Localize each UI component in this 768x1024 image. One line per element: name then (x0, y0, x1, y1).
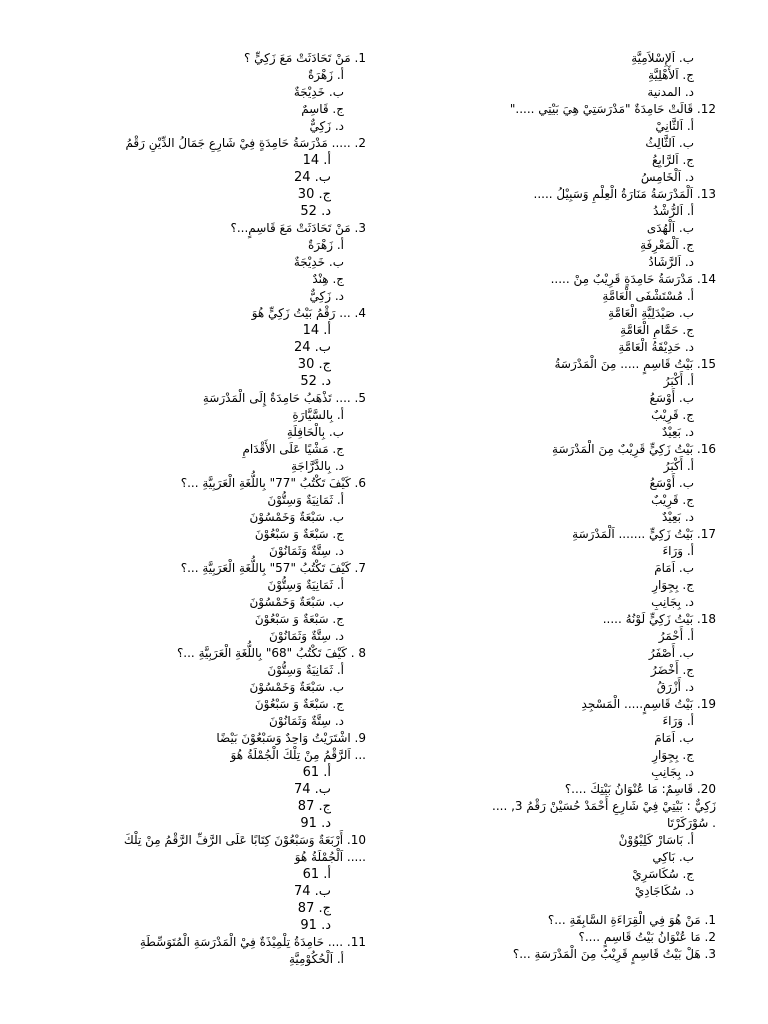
answer-option: أ. 14 (302, 323, 331, 338)
spacer (376, 900, 716, 912)
answer-option: ج. 30 (297, 187, 331, 202)
answer-option: ب. 74 (293, 884, 331, 899)
answer-option: ج. سَبْعَةٌ وَ سَبْعُوْنَ (254, 527, 344, 541)
answer-option: ب. بَاكِي (652, 850, 694, 864)
answer-option: د. سِتَّةٌ وَثَمَانُوْنَ (269, 544, 344, 558)
answer-option: ج. قَرِيْبٌ (651, 408, 694, 422)
question-text: 2. مَا عُنْوَانُ بَيْتُ قَاسِمٍ ....؟ (578, 930, 716, 944)
answer-option: ب. صَيْدَلِيَّةِ الْعَامَّةِ (608, 306, 694, 320)
answer-option: ج. 30 (297, 357, 331, 372)
question-text: 15. بَيْتُ قَاسِمٍ ..... مِنَ الْمَدْرَسَةُ (554, 357, 716, 371)
answer-option: أ. أَحْمَرُ (658, 629, 694, 643)
question-text: 3. هَلْ بَيْتُ قَاسِمٍ قَرِيْبٌ مِنَ الْمَدْرَسَةِ ...؟ (512, 947, 716, 961)
answer-option: أ. أَكْبَرُ (663, 374, 694, 388)
answer-option: ب. سَبْعَةٌ وَخَمْسُوْنَ (249, 595, 344, 609)
answer-option: د. اَلرَّشَادُ (648, 255, 694, 269)
answer-option: د. اَلْخَامِسُ (640, 170, 694, 184)
question-text: 9. اشْتَرَيْتُ وَاحِدٌ وَسَبْعُوْنَ بَيْضًا (216, 731, 366, 745)
answer-option: ج. قَرِيْبٌ (651, 493, 694, 507)
answer-option: د. أَزْرَقُ (656, 680, 694, 694)
answer-option: ج. سَبْعَةٌ وَ سَبْعُوْنَ (254, 612, 344, 626)
answer-option: د. بَعِيْدٌ (661, 510, 694, 524)
question-text: 14. مَدْرَسَةُ حَامِدَةٍ قَرِيْبٌ مِنْ ..... (550, 272, 716, 286)
answer-option: ب. 74 (293, 782, 331, 797)
answer-option: ج. سَبْعَةٌ وَ سَبْعُوْنَ (254, 697, 344, 711)
answer-option: ب. سَبْعَةٌ وَخَمْسُوْنَ (249, 680, 344, 694)
answer-option: ب. اَلْهُدَى (646, 221, 694, 235)
answer-option: ب. خَدِيْجَةٌ (293, 85, 344, 99)
answer-option: ج. اَلرَّابِعُ (651, 153, 694, 167)
answer-option: ج. قَاسِمٌ (301, 102, 344, 116)
answer-option: ب. 24 (293, 340, 331, 355)
answer-option: ب. 24 (293, 170, 331, 185)
question-text: زَكِيٌّ : بَيْتِيْ فِيْ شَارِعِ أَحْمَدْ حُسَيْنْ رَقْمُ 3, .... (492, 799, 716, 813)
answer-option: أ. ثَمَانِيَةٌ وَسِتُّوْنَ (267, 578, 344, 592)
answer-option: ب. بِالْحَافِلَةِ (286, 425, 344, 439)
answer-option: أ. أَكْبَرُ (663, 459, 694, 473)
question-text: 6. كَيْفَ تَكْتُبُ "77" بِاللُّغَةِ الْعَرَبِيَّةِ ...؟ (180, 476, 366, 490)
answer-option: أ. مُسْتَشْفَى الْعَامَّةِ (602, 289, 694, 303)
answer-option: ب. خَدِيْجَةٌ (293, 255, 344, 269)
question-text: ... اَلرَّقْمُ مِنْ تِلْكَ الْجُمْلَةُ هُوَ (230, 748, 366, 762)
answer-option: ج. هِنْدٌ (312, 272, 344, 286)
answer-option: ج. حَمَّامِ الْعَامَّةِ (620, 323, 694, 337)
answer-option: ب. اَلإِسْلاَمِيَّةِ (631, 51, 694, 65)
question-text: 18. بَيْتُ زَكِيٍّ لَوْنُهُ ..... (602, 612, 716, 626)
answer-option: ج. اَلْمَعْرِفَةِ (640, 238, 694, 252)
answer-option: د. المدنية (647, 85, 694, 99)
answer-option: ب. اَمَامَ (654, 561, 694, 575)
question-text: 11. .... حَامِدَةُ تِلْمِيْذَةٌ فِيْ الْمَدْرَسَةِ الْمُتَوَسِّطَةِ (139, 935, 366, 949)
answer-option: د. بِجَانِبِ (651, 595, 694, 609)
answer-option: د. بِجَانِبِ (651, 765, 694, 779)
question-text: 5. .... تَذْهَبُ حَامِدَةٌ إِلَى الْمَدْرَسَةِ (202, 391, 366, 405)
answer-option: أ. ثَمَانِيَةٌ وَسِتُّوْنَ (267, 663, 344, 677)
question-text: 16. بَيْتُ زَكِيٍّ قَرِيْبٌ مِنَ الْمَدْرَسَةِ (552, 442, 716, 456)
answer-option: ب. اَمَامَ (654, 731, 694, 745)
answer-option: أ. ثَمَانِيَةٌ وَسِتُّوْنَ (267, 493, 344, 507)
question-text: 1. مَنْ هُوَ فِي الْقِرَاءَةِ السَّابِقَةِ ...؟ (547, 913, 716, 927)
left-question-column (26, 50, 366, 968)
answer-option: ج. مَشْيًا عَلَى الأَقْدَامِ (242, 442, 344, 456)
answer-option: د. سِتَّةٌ وَثَمَانُوْنَ (269, 629, 344, 643)
answer-option: أ. وَرَاءَ (662, 544, 694, 558)
answer-option: أ. 61 (302, 867, 331, 882)
question-text: 20. قَاسِمٌ: مَا عُنْوَانُ بَيْتِكَ ....؟ (564, 782, 716, 796)
answer-option: د. سُكَاجَادِيْ (634, 884, 694, 898)
question-text: 4. ... رَقْمُ بَيْتُ زَكِيٍّ هُوَ (251, 306, 366, 320)
answer-option: ج. بِجِوَارِ (652, 578, 694, 592)
answer-option: ج. 87 (297, 901, 331, 916)
question-text: 3. مَنْ تَحَادَثَتْ مَعَ قَاسِمٍ...؟ (230, 221, 366, 235)
answer-option: ج. اَلأَهْلِيَّةِ (648, 68, 694, 82)
answer-option: أ. 61 (302, 765, 331, 780)
answer-option: ب. سَبْعَةٌ وَخَمْسُوْنَ (249, 510, 344, 524)
answer-option: أ. زَهْرَةٌ (308, 238, 344, 252)
question-text: 13. اَلْمَدْرَسَةُ مَنَارَةُ الْعِلْمِ وَسَبِيْلُ ..... (533, 187, 716, 201)
answer-option: أ. بِالسَّيَّارَةِ (292, 408, 344, 422)
answer-option: ج. أَخْضَرُ (650, 663, 694, 677)
answer-option: ب. أَوْسَعُ (649, 476, 694, 490)
question-text: 1. مَنْ تَحَادَثَتْ مَعَ زَكِيٍّ ؟ (244, 51, 366, 65)
question-text: 8 . كَيْفَ تَكْتُبُ "68" بِاللُّغَةِ الْعَرَبِيَّةِ ...؟ (176, 646, 366, 660)
answer-option: ج. بِجِوَارِ (652, 748, 694, 762)
answer-option: د. 52 (300, 204, 331, 219)
answer-option: أ. اَلْحُكُوْمِيَّةِ (288, 952, 344, 966)
question-text: 7. كَيْفَ تَكْتُبُ "57" بِاللُّغَةِ الْعَرَبِيَّةِ ...؟ (180, 561, 366, 575)
right-question-column (376, 50, 716, 963)
answer-option: د. 91 (300, 918, 331, 933)
question-text: 17. بَيْتُ زَكِيٍّ ....... اَلْمَدْرَسَةِ (572, 527, 716, 541)
answer-option: د. حَدِيْقَةُ الْعَامَّةِ (618, 340, 694, 354)
answer-option: ب. أَصْفَرُ (648, 646, 694, 660)
answer-option: أ. اَلرُّشْدُ (653, 204, 694, 218)
answer-option: ج. 87 (297, 799, 331, 814)
question-text: 10. أَرْبَعَةٌ وَسَبْعُوْنَ كِتَابًا عَلَى الرَّفِّ الرَّقْمُ مِنْ تِلْكَ (123, 833, 366, 847)
answer-option: د. 52 (300, 374, 331, 389)
answer-option: أ. بَاسَارْ كَلِيْوُوْنْ (618, 833, 694, 847)
answer-option: أ. زَهْرَةٌ (308, 68, 344, 82)
question-text: ..... اَلْجُمْلَةُ هُوَ (294, 850, 366, 864)
answer-option: د. زَكِيٌّ (309, 289, 344, 303)
answer-option: د. بِالدَّرَّاجَةِ (291, 459, 344, 473)
answer-option: د. سِتَّةٌ وَثَمَانُوْنَ (269, 714, 344, 728)
answer-option: د. زَكِيٌّ (309, 119, 344, 133)
answer-option: أ. اَلثَّانِيْ (655, 119, 694, 133)
answer-option: د. 91 (300, 816, 331, 831)
answer-option: د. بَعِيْدٌ (661, 425, 694, 439)
question-text: 19. بَيْتُ قَاسِمٍ..... الْمَسْجِدِ (581, 697, 716, 711)
answer-option: ب. اَلثَّالِثُ (645, 136, 694, 150)
question-text: 2. ..... مَدْرَسَةُ حَامِدَةٍ فِيْ شَارِعِ جَمَالُ الدِّيْنِ رَقْمُ (125, 136, 366, 150)
answer-option: ب. أَوْسَعُ (649, 391, 694, 405)
question-text: . سُوْرَكَرْتَا (666, 816, 716, 830)
answer-option: أ. وَرَاءَ (662, 714, 694, 728)
question-text: 12. قَالَتْ حَامِدَةٌ "مَدْرَسَتِيْ هِيَ بَيْتِي ....." (509, 102, 716, 116)
answer-option: ج. سُكَاسَرِيْ (632, 867, 694, 881)
answer-option: أ. 14 (302, 153, 331, 168)
